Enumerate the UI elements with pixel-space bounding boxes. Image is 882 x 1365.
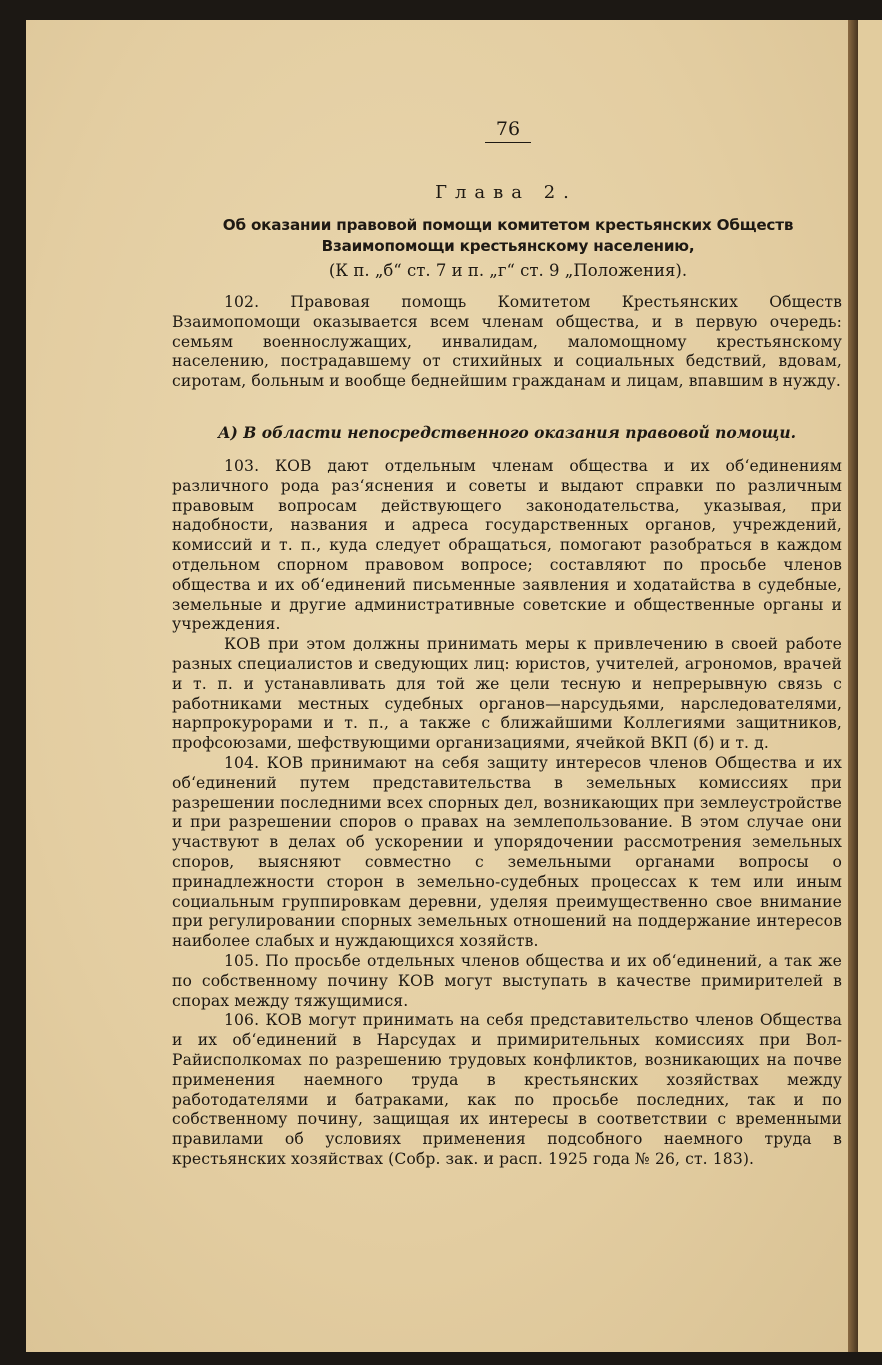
paragraph-102: 102. Правовая помощь Комитетом Крестьянских Обществ Взаимопомощи оказывается всем членам общества, и в первую очередь: семьям военнослужащих, инвалидам, маломощному крестьянскому населению, пострадавшему от стихийных и социальных бедствий, вдовам, сиротам, больным и вообще беднейшим гражданам и лицам, впавшим в нужду. — [172, 293, 842, 391]
paragraph-103-continued: КОВ при этом должны принимать меры к привлечению в своей работе разных специалистов и сведующих лиц: юристов, учителей, агрономов, врачей и т. п. и устанавливать для той же цели тесную и непрерывную связь с работниками местных судебных органов—нарсудьями, нарследователями, нарпрокурорами и т. п., а также с ближайшими Коллегиями защитников, профсоюзами, шефствующими организациями, ячейкой ВКП (б) и т. д. — [172, 635, 842, 753]
paragraph-104: 104. КОВ принимают на себя защиту интересов членов Общества и их об‘единений путем представительства в земельных комиссиях при разрешении последними всех спорных дел, возникающих при землеустройстве и при разрешении споров о правах на землепользование. В этом случае они участвуют в делах об ускорении и упорядочении рассмотрения земельных споров, выясняют совместно с земельными органами вопросы о принадлежности сторон в земельно-судебных процессах к тем или иным социальным группировкам деревни, уделяя преимущественно свое внимание при регулировании спорных земельных отношений на поддержание интересов наиболее слабых и нуждающихся хозяйств. — [172, 753, 842, 951]
adjacent-page-edge — [858, 20, 882, 1352]
paragraph-106: 106. КОВ могут принимать на себя представительство членов Общества и их об‘единений в Нарсудах и примирительных комиссиях при Вол-Райисполкомах по разрешению трудовых конфликтов, возникающих на почве применения наемного труда в крестьянских хозяйствах между работодателями и батраками, как по просьбе последних, так и по собственному почину, защищая их интересы в соответствии с временными правилами об условиях применения подсобного наемного труда в крестьянских хозяйствах (Собр. зак. и расп. 1925 года № 26, ст. 183). — [172, 1011, 842, 1168]
paragraph-103: 103. КОВ дают отдельным членам общества и их об‘единениям различного рода раз‘яснения и советы и выдают справки по различным правовым вопросам действующего законодательства, указывая, при надобности, названия и адреса государственных органов, учреждений, комиссий и т. п., куда следует обращаться, помогают разобраться в каждом отдельном спорном правовом вопросе; составляют по просьбе членов общества и их об‘единений письменные заявления и ходатайства в судебные, земельные и другие административные советские и общественные органы и учреждения. — [172, 457, 842, 634]
subheading: А) В области непосредственного оказания правовой помощи. — [217, 423, 797, 442]
reference-line: (К п. „б“ ст. 7 и п. „г“ ст. 9 „Положения). — [328, 261, 688, 280]
chapter-heading: Глава 2. — [435, 182, 577, 203]
paragraph-105: 105. По просьбе отдельных членов общества и их об‘единений, а так же по собственному почину КОВ могут выступать в качестве примирителей в спорах между тяжущимися. — [172, 951, 842, 1010]
chapter-title: Об оказании правовой помощи комитетом крестьянских Обществ Взаимопомощи крестьянскому населению, — [222, 216, 794, 255]
page-number: 76 — [485, 118, 531, 143]
section-103-106 — [172, 457, 842, 1170]
section-102 — [172, 293, 842, 392]
